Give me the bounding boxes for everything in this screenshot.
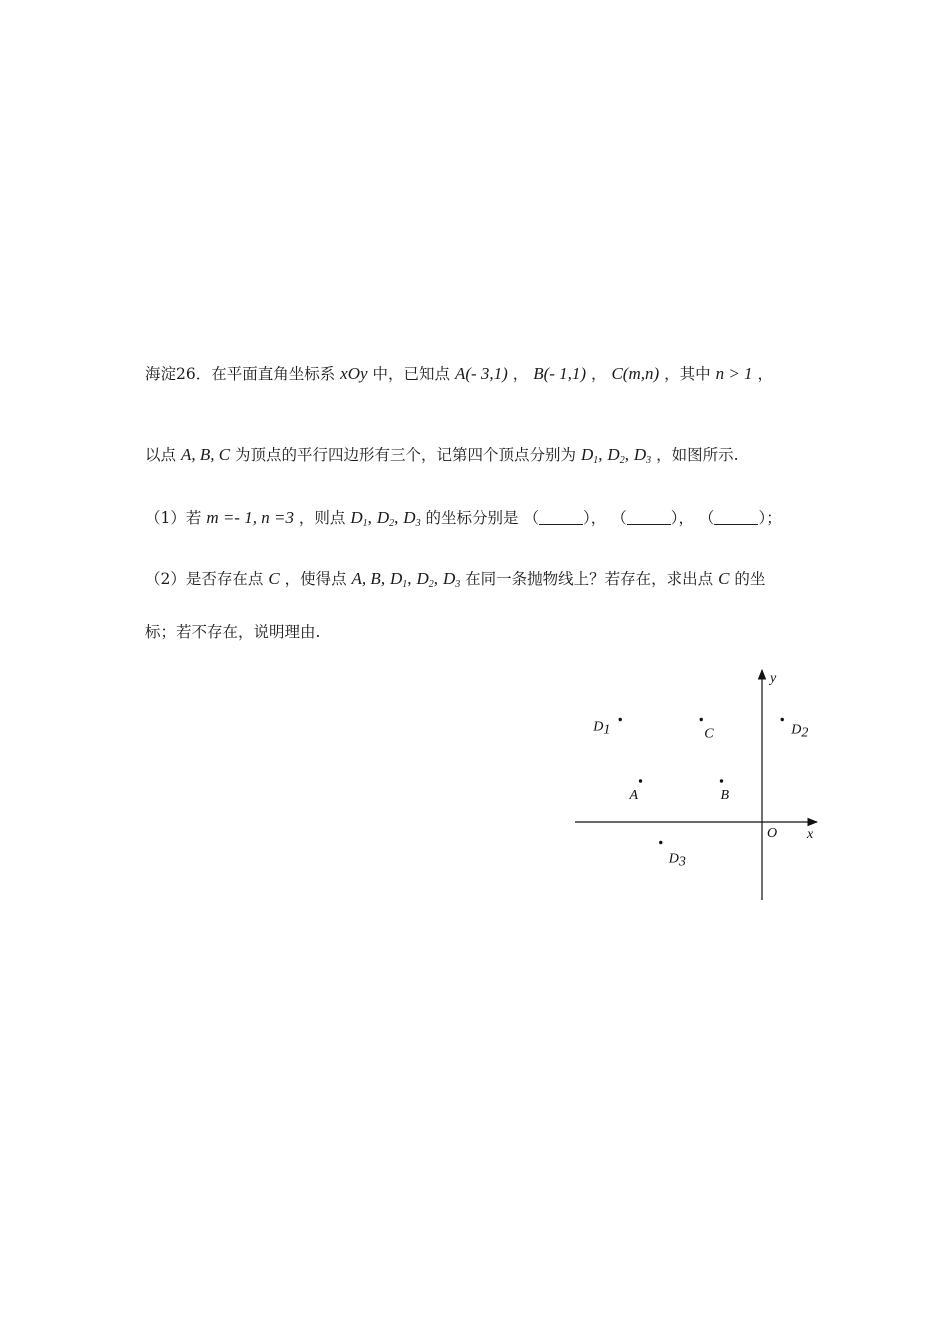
y-axis-label: y bbox=[770, 671, 777, 686]
point-a-dot bbox=[639, 779, 642, 782]
origin-label: O bbox=[767, 826, 778, 841]
comma: , bbox=[394, 508, 399, 527]
point-c-label: C bbox=[704, 726, 714, 742]
separator: ， bbox=[757, 365, 773, 383]
part-1-condition: m =- 1, n =3 bbox=[206, 508, 294, 527]
separator: ； bbox=[766, 509, 782, 527]
suffix-text: ，如图所示. bbox=[656, 446, 739, 464]
part-2-line-2: 标；若不存在，说明理由. bbox=[145, 623, 321, 641]
part-2-label: （2）是否存在点 bbox=[145, 570, 264, 588]
point-d3: $D_3$ bbox=[633, 445, 652, 466]
point-d3-label: D3 bbox=[668, 851, 686, 870]
prefix-text: 以点 bbox=[145, 446, 177, 464]
point-d3-dot bbox=[659, 841, 662, 844]
point-b-label: B bbox=[720, 788, 730, 803]
point-d3: $D_3$ bbox=[442, 569, 461, 590]
point-d2: $D_2$ bbox=[416, 569, 434, 590]
separator: ， bbox=[512, 365, 529, 383]
point-c-coords: C(m,n) bbox=[611, 364, 660, 383]
comma: , bbox=[433, 569, 439, 588]
part-1 bbox=[145, 506, 810, 530]
point-d2-subscript: 2 bbox=[801, 725, 809, 741]
comma: , bbox=[367, 508, 372, 527]
point-c-dot bbox=[700, 718, 703, 721]
point-d2-dot bbox=[781, 718, 784, 721]
separator: ， bbox=[590, 509, 607, 527]
part-1-text: ，则点 bbox=[298, 509, 346, 527]
points-a-b: A, B, bbox=[351, 569, 386, 588]
answer-blank-1[interactable]: （ ） bbox=[523, 509, 591, 527]
part-2-text-3: 的坐 bbox=[734, 570, 766, 588]
comma: , bbox=[624, 445, 629, 464]
comma: , bbox=[598, 445, 603, 464]
problem-line-2 bbox=[145, 443, 810, 467]
point-d1: $D_1$ bbox=[350, 508, 368, 529]
point-d1: $D_1$ bbox=[390, 569, 408, 590]
part-2-text-2: 在同一条抛物线上？若存在，求出点 bbox=[465, 570, 714, 588]
point-c: C bbox=[268, 569, 280, 588]
part-1-suffix: 的坐标分别是 bbox=[425, 509, 519, 527]
point-c: C bbox=[718, 569, 730, 588]
point-d1-label: D1 bbox=[593, 719, 611, 738]
vertex-list: A, B, C bbox=[180, 445, 231, 464]
point-d2: $D_2$ bbox=[607, 445, 625, 466]
point-d2: $D_2$ bbox=[376, 508, 395, 529]
condition: n > 1 bbox=[715, 364, 753, 383]
answer-blank-3[interactable]: （ ） bbox=[698, 509, 767, 527]
point-a-coords: A(- 3,1) bbox=[454, 364, 508, 383]
point-d3: $D_3$ bbox=[403, 508, 421, 529]
coordinate-plane bbox=[570, 665, 830, 905]
separator: ， bbox=[591, 365, 607, 383]
known-points-text: 中，已知点 bbox=[372, 365, 450, 383]
point-d1-subscript: 1 bbox=[603, 722, 611, 738]
point-d3-subscript: 3 bbox=[678, 854, 686, 870]
x-axis-label: x bbox=[807, 827, 814, 842]
answer-blank-2[interactable]: （ ） bbox=[611, 509, 679, 527]
problem-line-1 bbox=[145, 362, 810, 386]
part-2-text-1: ，使得点 bbox=[284, 570, 347, 588]
point-d1-dot bbox=[619, 718, 622, 721]
condition-prefix: ，其中 bbox=[664, 365, 711, 383]
separator: ， bbox=[678, 509, 694, 527]
comma: , bbox=[407, 569, 412, 588]
middle-text: 为顶点的平行四边形有三个，记第四个顶点分别为 bbox=[235, 446, 577, 464]
coordinate-system-name: xOy bbox=[340, 364, 368, 383]
point-a-label: A bbox=[629, 788, 639, 803]
part-1-label: （1）若 bbox=[145, 509, 202, 527]
point-d1: $D_1$ bbox=[580, 445, 599, 466]
coordinate-figure bbox=[570, 665, 830, 905]
point-b-coords: B(- 1,1) bbox=[533, 364, 587, 383]
point-b-dot bbox=[720, 779, 723, 782]
point-d2-label: D2 bbox=[791, 722, 809, 741]
part-2-continued bbox=[145, 620, 810, 644]
problem-label: 海淀26．在平面直角坐标系 bbox=[145, 365, 336, 383]
part-2 bbox=[145, 567, 810, 591]
